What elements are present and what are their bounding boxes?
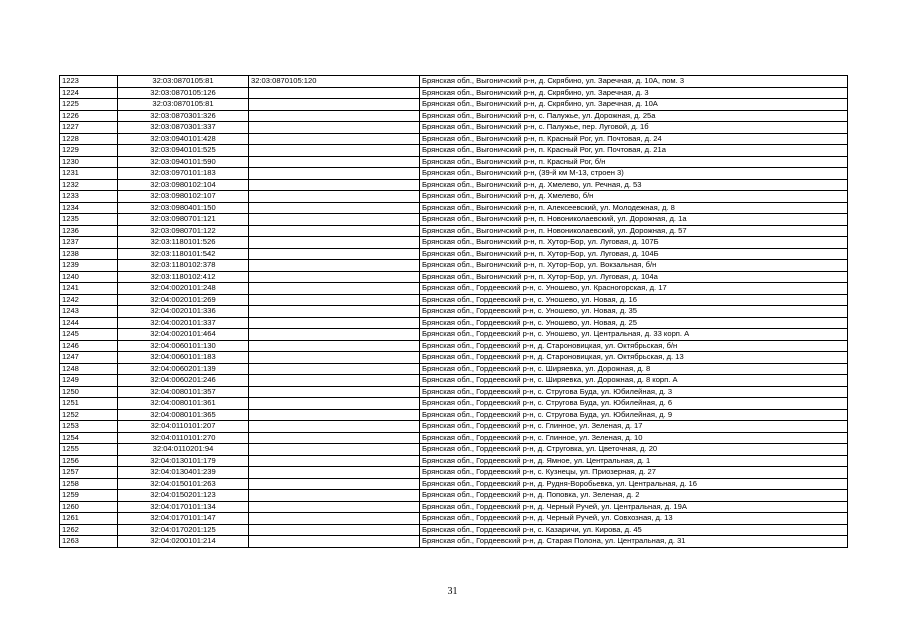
cadastral-number-cell: 32:03:0980102:107 — [118, 191, 249, 203]
row-number-cell: 1261 — [60, 513, 118, 525]
linked-cadastral-number-cell — [249, 248, 420, 260]
address-cell: Брянская обл., Выгоничский р-н, д. Хмелево, ул. Речная, д. 53 — [420, 179, 848, 191]
table-row — [60, 76, 848, 88]
row-number-cell: 1253 — [60, 421, 118, 433]
table-row — [60, 191, 848, 203]
table-row — [60, 444, 848, 456]
cadastral-number-cell: 32:03:0940101:428 — [118, 133, 249, 145]
address-cell: Брянская обл., Выгоничский р-н, п. Хутор-Бор, ул. Луговая, д. 104Б — [420, 248, 848, 260]
linked-cadastral-number-cell — [249, 294, 420, 306]
row-number-cell: 1244 — [60, 317, 118, 329]
address-cell: Брянская обл., Выгоничский р-н, п. Алексеевский, ул. Молодежная, д. 8 — [420, 202, 848, 214]
linked-cadastral-number-cell — [249, 490, 420, 502]
cadastral-number-cell: 32:04:0110101:207 — [118, 421, 249, 433]
address-cell: Брянская обл., Гордеевский р-н, с. Казаричи, ул. Кирова, д. 45 — [420, 524, 848, 536]
address-cell: Брянская обл., Выгоничский р-н, д. Скрябино, ул. Заречная, д. 10А — [420, 99, 848, 111]
cadastral-number-cell: 32:03:1180102:412 — [118, 271, 249, 283]
linked-cadastral-number-cell — [249, 375, 420, 387]
table-row — [60, 122, 848, 134]
table-row — [60, 306, 848, 318]
table-row — [60, 478, 848, 490]
table-row — [60, 467, 848, 479]
row-number-cell: 1236 — [60, 225, 118, 237]
cadastral-number-cell: 32:03:1180101:542 — [118, 248, 249, 260]
table-row — [60, 513, 848, 525]
row-number-cell: 1246 — [60, 340, 118, 352]
address-cell: Брянская обл., Гордеевский р-н, с. Стругова Буда, ул. Юбилейная, д. 3 — [420, 386, 848, 398]
linked-cadastral-number-cell — [249, 99, 420, 111]
cadastral-number-cell: 32:04:0110101:270 — [118, 432, 249, 444]
address-cell: Брянская обл., Выгоничский р-н, п. Новониколаевский, ул. Дорожная, д. 1а — [420, 214, 848, 226]
cadastral-number-cell: 32:03:0940101:590 — [118, 156, 249, 168]
table-row — [60, 145, 848, 157]
address-cell: Брянская обл., Выгоничский р-н, д. Хмелево, б/н — [420, 191, 848, 203]
linked-cadastral-number-cell — [249, 156, 420, 168]
address-cell: Брянская обл., Гордеевский р-н, д. Староновицкая, ул. Октябрьская, б/н — [420, 340, 848, 352]
table-row — [60, 294, 848, 306]
linked-cadastral-number-cell — [249, 191, 420, 203]
row-number-cell: 1234 — [60, 202, 118, 214]
cadastral-number-cell: 32:03:1180101:526 — [118, 237, 249, 249]
linked-cadastral-number-cell — [249, 524, 420, 536]
row-number-cell: 1225 — [60, 99, 118, 111]
address-cell: Брянская обл., Выгоничский р-н, п. Красный Рог, б/н — [420, 156, 848, 168]
table-row — [60, 202, 848, 214]
row-number-cell: 1224 — [60, 87, 118, 99]
cadastral-number-cell: 32:04:0060201:246 — [118, 375, 249, 387]
address-cell: Брянская обл., Выгоничский р-н, п. Красный Рог, ул. Почтовая, д. 21а — [420, 145, 848, 157]
table-row — [60, 432, 848, 444]
table-row — [60, 490, 848, 502]
address-cell: Брянская обл., Гордеевский р-н, д. Струговка, ул. Цветочная, д. 20 — [420, 444, 848, 456]
linked-cadastral-number-cell — [249, 478, 420, 490]
row-number-cell: 1226 — [60, 110, 118, 122]
cadastral-number-cell: 32:03:0870301:326 — [118, 110, 249, 122]
cadastral-number-cell: 32:04:0020101:336 — [118, 306, 249, 318]
linked-cadastral-number-cell — [249, 110, 420, 122]
address-cell: Брянская обл., Гордеевский р-н, с. Уношево, ул. Новая, д. 25 — [420, 317, 848, 329]
cadastral-number-cell: 32:03:0870105:126 — [118, 87, 249, 99]
cadastral-number-cell: 32:04:0060201:139 — [118, 363, 249, 375]
row-number-cell: 1259 — [60, 490, 118, 502]
row-number-cell: 1223 — [60, 76, 118, 88]
row-number-cell: 1255 — [60, 444, 118, 456]
row-number-cell: 1235 — [60, 214, 118, 226]
table-row — [60, 179, 848, 191]
address-cell: Брянская обл., Гордеевский р-н, д. Рудня-Воробьевка, ул. Центральная, д. 16 — [420, 478, 848, 490]
row-number-cell: 1227 — [60, 122, 118, 134]
linked-cadastral-number-cell — [249, 363, 420, 375]
address-cell: Брянская обл., Гордеевский р-н, с. Уношево, ул. Новая, д. 35 — [420, 306, 848, 318]
row-number-cell: 1242 — [60, 294, 118, 306]
linked-cadastral-number-cell — [249, 214, 420, 226]
address-cell: Брянская обл., Выгоничский р-н, п. Хутор-Бор, ул. Луговая, д. 107Б — [420, 237, 848, 249]
row-number-cell: 1239 — [60, 260, 118, 272]
row-number-cell: 1238 — [60, 248, 118, 260]
cadastral-number-cell: 32:04:0080101:361 — [118, 398, 249, 410]
row-number-cell: 1256 — [60, 455, 118, 467]
address-cell: Брянская обл., Выгоничский р-н, п. Хутор-Бор, ул. Вокзальная, б/н — [420, 260, 848, 272]
cadastral-number-cell: 32:03:0980102:104 — [118, 179, 249, 191]
address-cell: Брянская обл., Гордеевский р-н, д. Поповка, ул. Зеленая, д. 2 — [420, 490, 848, 502]
linked-cadastral-number-cell — [249, 306, 420, 318]
cadastral-number-cell: 32:04:0170101:134 — [118, 501, 249, 513]
linked-cadastral-number-cell — [249, 237, 420, 249]
cadastral-number-cell: 32:04:0020101:337 — [118, 317, 249, 329]
address-cell: Брянская обл., Гордеевский р-н, с. Ширяевка, ул. Дорожная, д. 8 корп. А — [420, 375, 848, 387]
linked-cadastral-number-cell: 32:03:0870105:120 — [249, 76, 420, 88]
row-number-cell: 1228 — [60, 133, 118, 145]
row-number-cell: 1237 — [60, 237, 118, 249]
cadastral-number-cell: 32:03:1180102:378 — [118, 260, 249, 272]
row-number-cell: 1252 — [60, 409, 118, 421]
address-cell: Брянская обл., Выгоничский р-н, п. Новониколаевский, ул. Дорожная, д. 57 — [420, 225, 848, 237]
address-cell: Брянская обл., Гордеевский р-н, с. Уношево, ул. Центральная, д. 33 корп. А — [420, 329, 848, 341]
linked-cadastral-number-cell — [249, 432, 420, 444]
cadastral-number-cell: 32:04:0130101:179 — [118, 455, 249, 467]
table-row — [60, 409, 848, 421]
table-row — [60, 386, 848, 398]
table-row — [60, 110, 848, 122]
row-number-cell: 1233 — [60, 191, 118, 203]
cadastral-number-cell: 32:03:0980701:121 — [118, 214, 249, 226]
address-cell: Брянская обл., Гордеевский р-н, с. Стругова Буда, ул. Юбилейная, д. 9 — [420, 409, 848, 421]
row-number-cell: 1260 — [60, 501, 118, 513]
table-row — [60, 99, 848, 111]
address-cell: Брянская обл., Гордеевский р-н, с. Уношево, ул. Красногорская, д. 17 — [420, 283, 848, 295]
row-number-cell: 1249 — [60, 375, 118, 387]
linked-cadastral-number-cell — [249, 501, 420, 513]
table-row — [60, 156, 848, 168]
linked-cadastral-number-cell — [249, 513, 420, 525]
linked-cadastral-number-cell — [249, 467, 420, 479]
address-cell: Брянская обл., Гордеевский р-н, д. Черный Ручей, ул. Совхозная, д. 13 — [420, 513, 848, 525]
cadastral-number-cell: 32:03:0940101:525 — [118, 145, 249, 157]
linked-cadastral-number-cell — [249, 329, 420, 341]
table-row — [60, 501, 848, 513]
registry-table — [59, 75, 848, 548]
linked-cadastral-number-cell — [249, 317, 420, 329]
address-cell: Брянская обл., Выгоничский р-н, п. Красный Рог, ул. Почтовая, д. 24 — [420, 133, 848, 145]
address-cell: Брянская обл., Гордеевский р-н, с. Глинное, ул. Зеленая, д. 10 — [420, 432, 848, 444]
cadastral-number-cell: 32:03:0970101:183 — [118, 168, 249, 180]
table-row — [60, 375, 848, 387]
address-cell: Брянская обл., Гордеевский р-н, с. Ширяевка, ул. Дорожная, д. 8 — [420, 363, 848, 375]
cadastral-number-cell: 32:04:0130401:239 — [118, 467, 249, 479]
row-number-cell: 1245 — [60, 329, 118, 341]
cadastral-number-cell: 32:04:0110201:94 — [118, 444, 249, 456]
row-number-cell: 1254 — [60, 432, 118, 444]
page-number: 31 — [447, 586, 458, 597]
linked-cadastral-number-cell — [249, 409, 420, 421]
linked-cadastral-number-cell — [249, 271, 420, 283]
table-row — [60, 421, 848, 433]
address-cell: Брянская обл., Гордеевский р-н, с. Уношево, ул. Новая, д. 16 — [420, 294, 848, 306]
address-cell: Брянская обл., Выгоничский р-н, п. Хутор-Бор, ул. Луговая, д. 104а — [420, 271, 848, 283]
row-number-cell: 1241 — [60, 283, 118, 295]
row-number-cell: 1251 — [60, 398, 118, 410]
row-number-cell: 1258 — [60, 478, 118, 490]
linked-cadastral-number-cell — [249, 398, 420, 410]
cadastral-number-cell: 32:04:0080101:365 — [118, 409, 249, 421]
cadastral-number-cell: 32:04:0200101:214 — [118, 536, 249, 548]
cadastral-number-cell: 32:03:0870301:337 — [118, 122, 249, 134]
linked-cadastral-number-cell — [249, 168, 420, 180]
cadastral-number-cell: 32:04:0150101:263 — [118, 478, 249, 490]
linked-cadastral-number-cell — [249, 145, 420, 157]
row-number-cell: 1262 — [60, 524, 118, 536]
address-cell: Брянская обл., Гордеевский р-н, д. Старая Полона, ул. Центральная, д. 31 — [420, 536, 848, 548]
address-cell: Брянская обл., Выгоничский р-н, (39-й км М-13, строен 3) — [420, 168, 848, 180]
table-row — [60, 536, 848, 548]
address-cell: Брянская обл., Выгоничский р-н, с. Палужье, ул. Дорожная, д. 25а — [420, 110, 848, 122]
linked-cadastral-number-cell — [249, 179, 420, 191]
cadastral-number-cell: 32:03:0980401:150 — [118, 202, 249, 214]
table-row — [60, 398, 848, 410]
linked-cadastral-number-cell — [249, 421, 420, 433]
table-row — [60, 271, 848, 283]
linked-cadastral-number-cell — [249, 87, 420, 99]
row-number-cell: 1232 — [60, 179, 118, 191]
cadastral-number-cell: 32:04:0170201:125 — [118, 524, 249, 536]
table-row — [60, 524, 848, 536]
row-number-cell: 1247 — [60, 352, 118, 364]
row-number-cell: 1229 — [60, 145, 118, 157]
cadastral-number-cell: 32:04:0170101:147 — [118, 513, 249, 525]
registry-table-body — [60, 76, 848, 548]
table-row — [60, 352, 848, 364]
table-row — [60, 329, 848, 341]
cadastral-number-cell: 32:03:0870105:81 — [118, 99, 249, 111]
cadastral-number-cell: 32:04:0020101:269 — [118, 294, 249, 306]
table-row — [60, 248, 848, 260]
table-row — [60, 283, 848, 295]
cadastral-number-cell: 32:03:0870105:81 — [118, 76, 249, 88]
table-row — [60, 317, 848, 329]
address-cell: Брянская обл., Гордеевский р-н, д. Черный Ручей, ул. Центральная, д. 19А — [420, 501, 848, 513]
address-cell: Брянская обл., Гордеевский р-н, с. Кузнецы, ул. Приозерная, д. 27 — [420, 467, 848, 479]
linked-cadastral-number-cell — [249, 133, 420, 145]
address-cell: Брянская обл., Гордеевский р-н, с. Глинное, ул. Зеленая, д. 17 — [420, 421, 848, 433]
table-row — [60, 260, 848, 272]
row-number-cell: 1231 — [60, 168, 118, 180]
linked-cadastral-number-cell — [249, 202, 420, 214]
linked-cadastral-number-cell — [249, 444, 420, 456]
address-cell: Брянская обл., Гордеевский р-н, д. Староновицкая, ул. Октябрьская, д. 13 — [420, 352, 848, 364]
cadastral-number-cell: 32:03:0980701:122 — [118, 225, 249, 237]
row-number-cell: 1240 — [60, 271, 118, 283]
linked-cadastral-number-cell — [249, 352, 420, 364]
table-row — [60, 87, 848, 99]
linked-cadastral-number-cell — [249, 455, 420, 467]
linked-cadastral-number-cell — [249, 386, 420, 398]
cadastral-number-cell: 32:04:0060101:130 — [118, 340, 249, 352]
cadastral-number-cell: 32:04:0020101:464 — [118, 329, 249, 341]
linked-cadastral-number-cell — [249, 225, 420, 237]
linked-cadastral-number-cell — [249, 283, 420, 295]
table-row — [60, 214, 848, 226]
address-cell: Брянская обл., Гордеевский р-н, д. Ямное, ул. Центральная, д. 1 — [420, 455, 848, 467]
row-number-cell: 1230 — [60, 156, 118, 168]
address-cell: Брянская обл., Выгоничский р-н, д. Скрябино, ул. Заречная, д. 3 — [420, 87, 848, 99]
table-row — [60, 225, 848, 237]
address-cell: Брянская обл., Гордеевский р-н, с. Стругова Буда, ул. Юбилейная, д. 6 — [420, 398, 848, 410]
table-row — [60, 363, 848, 375]
address-cell: Брянская обл., Выгоничский р-н, с. Палужье, пер. Луговой, д. 1б — [420, 122, 848, 134]
table-row — [60, 455, 848, 467]
linked-cadastral-number-cell — [249, 122, 420, 134]
row-number-cell: 1248 — [60, 363, 118, 375]
cadastral-number-cell: 32:04:0150201:123 — [118, 490, 249, 502]
table-row — [60, 168, 848, 180]
address-cell: Брянская обл., Выгоничский р-н, д. Скрябино, ул. Заречная, д. 10А, пом. 3 — [420, 76, 848, 88]
table-row — [60, 340, 848, 352]
cadastral-number-cell: 32:04:0020101:248 — [118, 283, 249, 295]
linked-cadastral-number-cell — [249, 340, 420, 352]
table-row — [60, 237, 848, 249]
table-row — [60, 133, 848, 145]
linked-cadastral-number-cell — [249, 260, 420, 272]
cadastral-number-cell: 32:04:0080101:357 — [118, 386, 249, 398]
linked-cadastral-number-cell — [249, 536, 420, 548]
row-number-cell: 1263 — [60, 536, 118, 548]
row-number-cell: 1243 — [60, 306, 118, 318]
row-number-cell: 1250 — [60, 386, 118, 398]
row-number-cell: 1257 — [60, 467, 118, 479]
cadastral-number-cell: 32:04:0060101:183 — [118, 352, 249, 364]
